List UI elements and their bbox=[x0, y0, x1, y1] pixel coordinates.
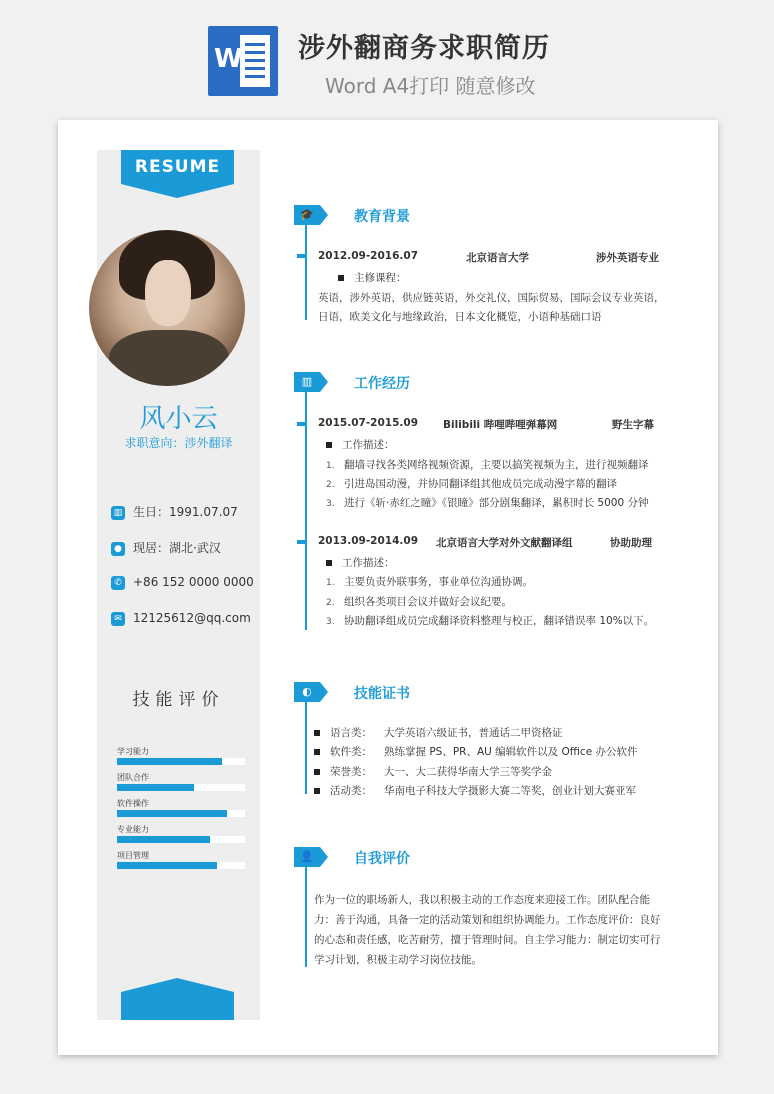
mail-icon: ✉ bbox=[111, 612, 125, 626]
page-header bbox=[0, 0, 774, 110]
list-item: 3. 协助翻译组成员完成翻译资料整理与校正，翻译错误率 10%以下。 bbox=[326, 615, 655, 627]
cert-item: 荣誉类： 大一、大二获得华南大学三等奖学金 bbox=[314, 764, 552, 779]
header-title: 涉外翻商务求职简历 bbox=[298, 33, 550, 64]
skills-title: 技能评价 bbox=[132, 690, 225, 710]
job-row: 2013.09-2014.09 北京语言大学对外文献翻译组 协助助理 bbox=[318, 535, 652, 549]
word-app-icon: W bbox=[208, 26, 278, 96]
mouse-icon: ◐ bbox=[294, 682, 320, 702]
bottom-banner bbox=[121, 992, 234, 1020]
job-row: 2015.07-2015.09 Bilibili 哔哩哔哩弹幕网 野生字幕 bbox=[318, 417, 654, 431]
list-item: 1. 主要负责外联事务，事业单位沟通协调。 bbox=[326, 576, 533, 588]
resume-banner: RESUME bbox=[121, 150, 234, 184]
candidate-name: 风小云 bbox=[139, 404, 218, 434]
info-birthday: ▥ 生日：1991.07.07 bbox=[111, 503, 238, 520]
location-icon: ● bbox=[111, 542, 125, 556]
resume-page: RESUME 风小云 求职意向：涉外翻译 ▥ 生日：1991.07.07 ● 现居：湖北·武汉 ✆ +86 152 0000 0000 ✉ 12125612@qq.com 技能评价 学习能力 团队合作 软件操作 专业能力 项目管理 🎓 教育背景 2012.09-2016.07 北京语言大学 涉外英语专业 主修课程： 英语，涉外英语，供应链英语，外交礼仪，国际贸易，国际会议专业英语， 日语，欧美文化与地缘政治，日本文化概览，小语种基础口语 ▥ 工作经历 2015.07-2015.09 Bilibili 哔哩哔哩弹幕网 野生字幕 工作描述： 1. 翻墙寻找各类网络视频资源，主要以搞笑视频为主，进行视频翻译 2. 引进岛国动漫，并协同翻译组其他成员完成动漫字幕的翻译 3. 进行《斩·赤红之瞳》《银瞳》部分剧集翻译，累积时长 5000 分钟 2013.09-2014.09 北京语言大学对外文献翻译组 协助助理 工作描述： 1. 主要负责外联事务，事业单位沟通协调。 2. 组织各类项目会议并做好会议纪要。 3. 协助翻译组成员完成翻译资料整理与校正，翻译错误率 10%以下。 ◐ 技能证书 语言类： 大学英语六级证书，普通话二甲资格证 软件类： 熟练掌握 PS、PR、AU 编辑软件以及 Office 办公软件 荣誉类： 大一、大二获得华南大学三等奖学金 活动类： 华南电子科技大学摄影大赛二等奖，创业计划大赛亚军 👤 自我评价 作为一位的职场新人，我以积极主动的工作态度来迎接工作。团队配合能力：善于沟通，具备一定的活动策划和组织协调能力。工作态度评价：良好的心态和责任感，吃苦耐劳，擅于管理时间。自主学习能力：制定切实可行学习计划，积极主动学习岗位技能。 bbox=[58, 120, 718, 1055]
courses-line: 日语，欧美文化与地缘政治，日本文化概览，小语种基础口语 bbox=[318, 311, 602, 323]
chart-icon: ▥ bbox=[294, 372, 320, 392]
cert-item: 软件类： 熟练掌握 PS、PR、AU 编辑软件以及 Office 办公软件 bbox=[314, 744, 638, 759]
skill-bar: 团队合作 bbox=[117, 772, 245, 791]
list-item: 3. 进行《斩·赤红之瞳》《银瞳》部分剧集翻译，累积时长 5000 分钟 bbox=[326, 497, 649, 509]
info-phone: ✆ +86 152 0000 0000 bbox=[111, 575, 254, 590]
self-eval-text: 作为一位的职场新人，我以积极主动的工作态度来迎接工作。团队配合能力：善于沟通，具备一定的活动策划和组织协调能力。工作态度评价：良好的心态和责任感，吃苦耐劳，擅于管理时间。自主学习能力：制定切实可行学习计划，积极主动学习岗位技能。 bbox=[314, 894, 661, 966]
courses-line: 英语，涉外英语，供应链英语，外交礼仪，国际贸易，国际会议专业英语， bbox=[318, 292, 665, 304]
skill-bar: 专业能力 bbox=[117, 824, 245, 843]
list-item: 2. 组织各类项目会议并做好会议纪要。 bbox=[326, 596, 512, 608]
graduation-cap-icon: 🎓 bbox=[294, 205, 320, 225]
phone-icon: ✆ bbox=[111, 576, 125, 590]
courses-label: 主修课程： bbox=[338, 270, 407, 285]
education-row: 2012.09-2016.07 北京语言大学 涉外英语专业 bbox=[318, 250, 659, 264]
skill-bar: 项目管理 bbox=[117, 850, 245, 869]
header-subtitle: Word A4打印 随意修改 bbox=[325, 74, 536, 98]
cert-item: 语言类： 大学英语六级证书，普通话二甲资格证 bbox=[314, 725, 563, 740]
info-location: ● 现居：湖北·武汉 bbox=[111, 539, 221, 556]
user-icon: 👤 bbox=[294, 847, 320, 867]
sidebar bbox=[97, 150, 260, 1020]
cert-item: 活动类： 华南电子科技大学摄影大赛二等奖，创业计划大赛亚军 bbox=[314, 783, 636, 798]
info-email: ✉ 12125612@qq.com bbox=[111, 611, 251, 626]
skill-bar: 学习能力 bbox=[117, 746, 245, 765]
list-item: 2. 引进岛国动漫，并协同翻译组其他成员完成动漫字幕的翻译 bbox=[326, 478, 617, 490]
profile-photo bbox=[89, 230, 245, 386]
skill-bar: 软件操作 bbox=[117, 798, 245, 817]
job-intent: 求职意向：涉外翻译 bbox=[124, 436, 233, 450]
list-item: 1. 翻墙寻找各类网络视频资源，主要以搞笑视频为主，进行视频翻译 bbox=[326, 459, 649, 471]
calendar-icon: ▥ bbox=[111, 506, 125, 520]
